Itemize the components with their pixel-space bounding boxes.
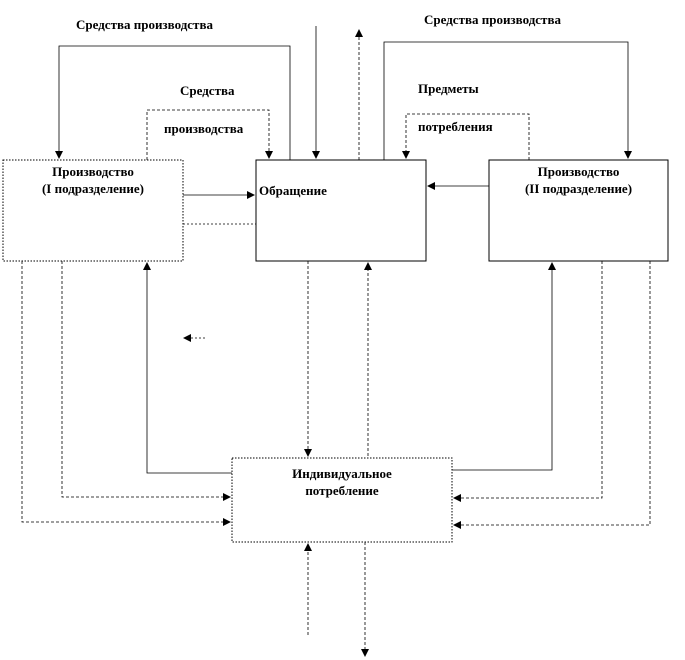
label-mid-means-line2: производства	[164, 121, 244, 136]
box-consumption-line1: Индивидуальное	[292, 466, 392, 481]
box-circulation-line1: Обращение	[259, 183, 327, 198]
arrow-top-right-means	[384, 42, 628, 160]
box-consumption-line2: потребление	[305, 483, 379, 498]
label-top-left-means: Средства производства	[76, 17, 213, 32]
arrow-p2-to-cons-a	[454, 261, 602, 498]
arrow-cons-to-p1	[147, 263, 232, 473]
arrow-p1-to-cons-a	[62, 261, 230, 497]
arrow-cons-to-p2	[452, 263, 552, 470]
arrow-top-left-means	[59, 46, 290, 160]
label-mid-means-line1: Средства	[180, 83, 235, 98]
box-production-1-line1: Производство	[52, 164, 134, 179]
box-circulation	[256, 160, 426, 261]
label-top-right-means: Средства производства	[424, 12, 561, 27]
label-consumer-goods-line1: Предметы	[418, 81, 479, 96]
arrow-p1-to-cons-b	[22, 261, 230, 522]
box-circulation-text	[259, 182, 349, 199]
label-consumer-goods-line2: потребления	[418, 119, 493, 134]
box-production-2-line1: Производство	[537, 164, 620, 179]
box-production-2-text	[489, 163, 668, 197]
box-production-2-line2: (II подразделение)	[524, 181, 633, 196]
box-production-1-line2: (I подразделение)	[41, 181, 145, 196]
box-consumption-text	[232, 465, 452, 499]
box-production-1-text	[3, 163, 183, 197]
